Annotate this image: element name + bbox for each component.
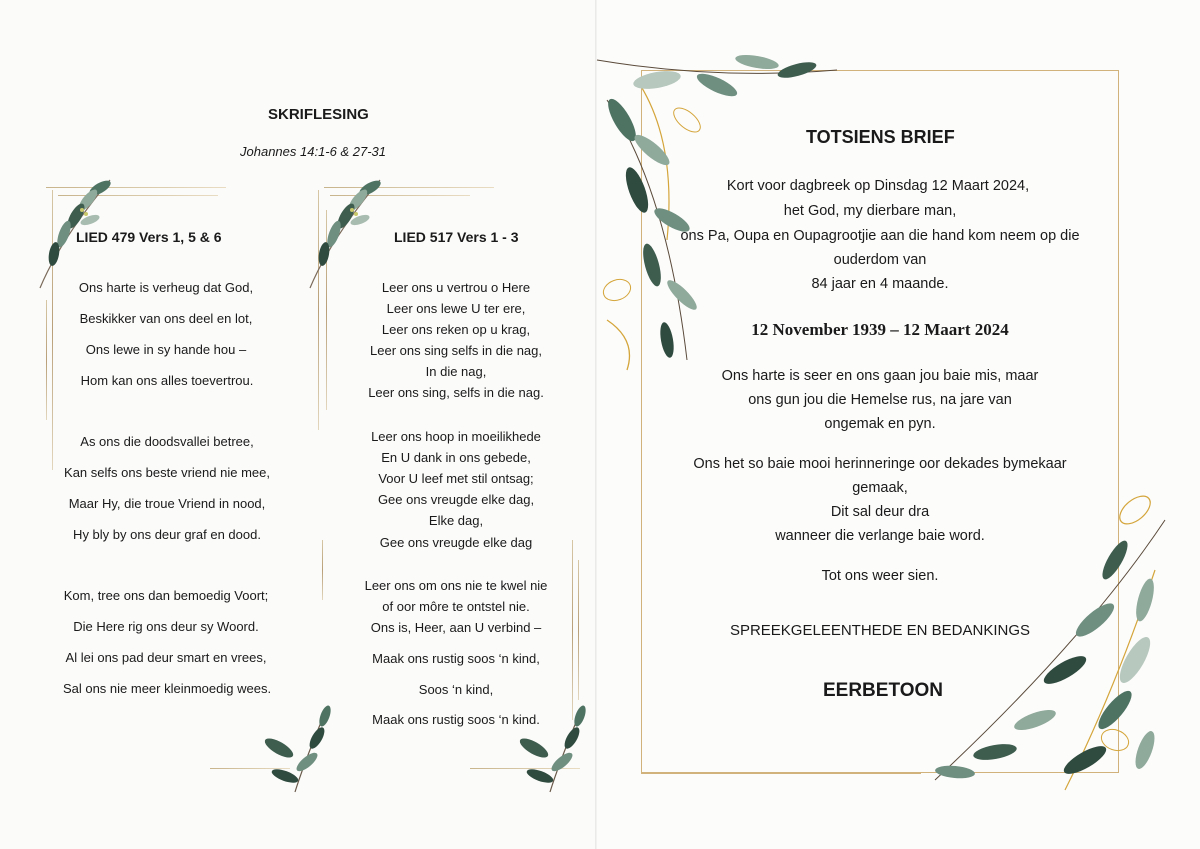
paragraph-line: ongemak en pyn.: [824, 416, 936, 432]
frame-line: [322, 540, 323, 600]
hymn-517-line: Leer ons sing selfs in die nag,: [370, 343, 542, 358]
hymn-479-line: Maar Hy, die troue Vriend in nood,: [68, 496, 266, 511]
hymn-517-line: Maak ons rustig soos ‘n kind.: [372, 712, 540, 727]
eucalyptus-sprig-icon: [300, 170, 390, 290]
hymn-517-line: Ons is, Heer, aan U verbind –: [370, 620, 542, 635]
hymn-479-line: Kom, tree ons dan bemoedig Voort;: [63, 588, 269, 603]
hymn-517-line: Leer ons om ons nie te kwel nie: [364, 578, 548, 593]
life-dates: 12 November 1939 – 12 Maart 2024: [751, 320, 1009, 339]
paragraph-line: wanneer die verlange baie word.: [775, 528, 985, 544]
farewell-line: Tot ons weer sien.: [821, 568, 939, 584]
eucalyptus-sprig-icon: [255, 700, 340, 795]
speeches-heading: SPREEKGELEENTHEDE EN BEDANKINGS: [729, 622, 1031, 639]
hymn-517-line: En U dank in ons gebede,: [381, 450, 531, 465]
hymn-517-line: Leer ons lewe U ter ere,: [386, 301, 526, 316]
intro-line: ons Pa, Oupa en Oupagrootjie aan die hand kom neem op die: [680, 228, 1080, 244]
hymn-479-line: Hom kan ons alles toevertrou.: [80, 373, 254, 388]
hymn-517-line: Elke dag,: [428, 513, 484, 528]
hymn-479-line: As ons die doodsvallei betree,: [80, 434, 254, 449]
hymn-517-line: Gee ons vreugde elke dag,: [377, 492, 535, 507]
farewell-letter-title: TOTSIENS BRIEF: [806, 127, 955, 147]
hymn-517-line: Soos ‘n kind,: [418, 682, 494, 697]
hymn-479-line: Ons harte is verheug dat God,: [78, 280, 254, 295]
frame-line: [641, 772, 921, 774]
paragraph-line: gemaak,: [852, 480, 908, 496]
eucalyptus-sprig-icon: [30, 170, 120, 290]
paragraph-line: Ons harte is seer en ons gaan jou baie mis, maar: [721, 368, 1039, 384]
hymn-479-line: Al lei ons pad deur smart en vrees,: [65, 650, 267, 665]
hymn-479-line: Kan selfs ons beste vriend nie mee,: [64, 465, 270, 480]
hymn-517-line: Gee ons vreugde elke dag: [379, 535, 533, 550]
hymn-479-line: Beskikker van ons deel en lot,: [79, 311, 253, 326]
intro-line: het God, my dierbare man,: [783, 203, 957, 219]
frame-line: [572, 540, 573, 720]
paragraph-line: Ons het so baie mooi herinneringe oor dekades bymekaar: [693, 456, 1067, 472]
hymn-517-line: Voor U leef met stil ontsag;: [378, 471, 534, 486]
eucalyptus-sprig-icon: [510, 700, 595, 795]
hymn-479-line: Die Here rig ons deur sy Woord.: [73, 619, 259, 634]
intro-line: 84 jaar en 4 maande.: [811, 276, 949, 292]
scripture-reference: Johannes 14:1-6 & 27-31: [240, 144, 386, 159]
hymn-517-line: of oor môre te ontstel nie.: [382, 599, 530, 614]
hymn-517-line: Leer ons reken op u krag,: [381, 322, 531, 337]
frame-line: [46, 300, 47, 420]
intro-line: ouderdom van: [833, 252, 927, 268]
hymn-517-line: Leer ons hoop in moeilikhede: [371, 429, 541, 444]
hymn-479-line: Ons lewe in sy hande hou –: [85, 342, 247, 357]
hymn-517-line: Leer ons u vertrou o Here: [381, 280, 531, 295]
frame-line: [578, 560, 579, 700]
intro-line: Kort voor dagbreek op Dinsdag 12 Maart 2024,: [726, 178, 1030, 194]
paragraph-line: Dit sal deur dra: [830, 504, 930, 520]
scripture-section-title: SKRIFLESING: [268, 106, 369, 123]
hymn-479-line: Sal ons nie meer kleinmoedig wees.: [62, 681, 272, 696]
hymn-479-line: Hy bly by ons deur graf en dood.: [73, 527, 261, 542]
hymn-479-title: LIED 479 Vers 1, 5 & 6: [76, 229, 222, 245]
hymn-517-line: In die nag,: [425, 364, 487, 379]
hymn-517-line: Leer ons sing, selfs in die nag.: [368, 385, 544, 400]
tribute-heading: EERBETOON: [822, 680, 944, 701]
hymn-517-title: LIED 517 Vers 1 - 3: [394, 229, 519, 245]
paragraph-line: ons gun jou die Hemelse rus, na jare van: [748, 392, 1012, 408]
hymn-517-line: Maak ons rustig soos ‘n kind,: [372, 651, 540, 666]
